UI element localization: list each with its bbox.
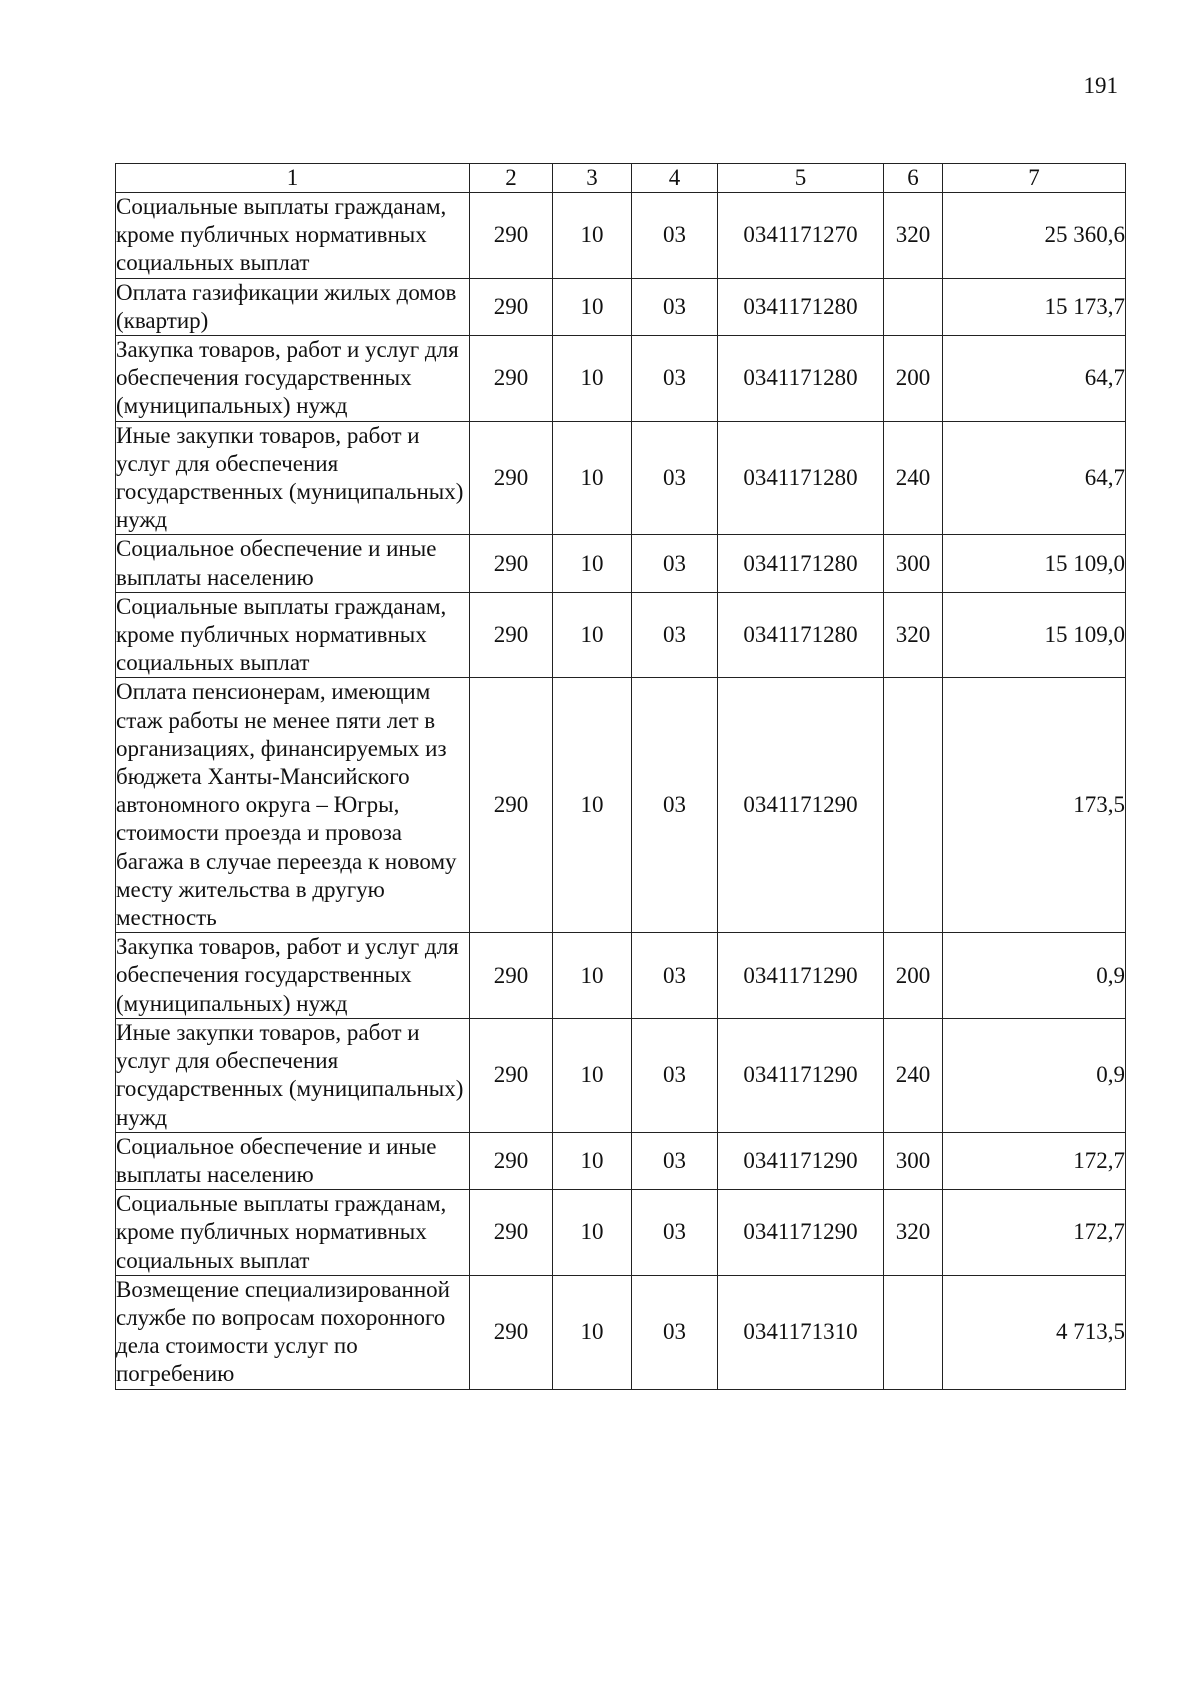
col-6-value: 320 — [884, 193, 943, 279]
page-number: 191 — [1083, 73, 1118, 98]
col-6-value — [884, 678, 943, 933]
header-col-3: 3 — [553, 164, 632, 193]
col-7-amount: 172,7 — [943, 1132, 1126, 1189]
col-3-value: 10 — [553, 933, 632, 1019]
col-5-value: 0341171310 — [718, 1275, 884, 1389]
col-5-value: 0341171290 — [718, 678, 884, 933]
col-6-value: 240 — [884, 1018, 943, 1132]
col-4-value: 03 — [632, 193, 718, 279]
budget-table — [115, 163, 1126, 1390]
row-name: Социальное обеспечение и иные выплаты населению — [116, 535, 470, 592]
col-5-value: 0341171290 — [718, 933, 884, 1019]
row-name: Иные закупки товаров, работ и услуг для обеспечения государственных (муниципальных) нужд — [116, 421, 470, 535]
col-4-value: 03 — [632, 1190, 718, 1276]
col-7-amount: 4 713,5 — [943, 1275, 1126, 1389]
col-3-value: 10 — [553, 1132, 632, 1189]
col-2-value: 290 — [470, 336, 553, 422]
col-7-amount: 15 173,7 — [943, 278, 1126, 335]
col-6-value — [884, 1275, 943, 1389]
col-7-amount: 0,9 — [943, 933, 1126, 1019]
col-4-value: 03 — [632, 678, 718, 933]
table-row — [116, 1132, 1126, 1189]
col-2-value: 290 — [470, 1132, 553, 1189]
col-6-value: 200 — [884, 933, 943, 1019]
col-4-value: 03 — [632, 592, 718, 678]
table-row — [116, 933, 1126, 1019]
col-5-value: 0341171290 — [718, 1132, 884, 1189]
table-row — [116, 193, 1126, 279]
col-2-value: 290 — [470, 933, 553, 1019]
row-name: Иные закупки товаров, работ и услуг для обеспечения государственных (муниципальных) нужд — [116, 1018, 470, 1132]
col-7-amount: 172,7 — [943, 1190, 1126, 1276]
col-6-value: 320 — [884, 1190, 943, 1276]
col-5-value: 0341171280 — [718, 336, 884, 422]
table-row — [116, 278, 1126, 335]
col-5-value: 0341171280 — [718, 278, 884, 335]
col-4-value: 03 — [632, 933, 718, 1019]
col-2-value: 290 — [470, 678, 553, 933]
col-4-value: 03 — [632, 421, 718, 535]
col-3-value: 10 — [553, 193, 632, 279]
col-5-value: 0341171280 — [718, 535, 884, 592]
header-col-2: 2 — [470, 164, 553, 193]
col-5-value: 0341171290 — [718, 1190, 884, 1276]
col-3-value: 10 — [553, 1018, 632, 1132]
col-5-value: 0341171280 — [718, 421, 884, 535]
col-7-amount: 15 109,0 — [943, 535, 1126, 592]
row-name: Социальные выплаты гражданам, кроме публичных нормативных социальных выплат — [116, 1190, 470, 1276]
table-header — [116, 164, 1126, 193]
col-2-value: 290 — [470, 193, 553, 279]
col-2-value: 290 — [470, 1190, 553, 1276]
header-col-1: 1 — [116, 164, 470, 193]
header-col-4: 4 — [632, 164, 718, 193]
col-2-value: 290 — [470, 592, 553, 678]
row-name: Закупка товаров, работ и услуг для обеспечения государственных (муниципальных) нужд — [116, 933, 470, 1019]
col-4-value: 03 — [632, 1275, 718, 1389]
col-4-value: 03 — [632, 336, 718, 422]
col-3-value: 10 — [553, 1275, 632, 1389]
col-3-value: 10 — [553, 535, 632, 592]
col-6-value: 300 — [884, 1132, 943, 1189]
row-name: Социальные выплаты гражданам, кроме публичных нормативных социальных выплат — [116, 592, 470, 678]
col-6-value — [884, 278, 943, 335]
row-name: Социальные выплаты гражданам, кроме публичных нормативных социальных выплат — [116, 193, 470, 279]
col-5-value: 0341171290 — [718, 1018, 884, 1132]
col-4-value: 03 — [632, 278, 718, 335]
col-7-amount: 64,7 — [943, 336, 1126, 422]
row-name: Социальное обеспечение и иные выплаты населению — [116, 1132, 470, 1189]
col-7-amount: 0,9 — [943, 1018, 1126, 1132]
col-2-value: 290 — [470, 278, 553, 335]
col-3-value: 10 — [553, 1190, 632, 1276]
col-3-value: 10 — [553, 278, 632, 335]
col-3-value: 10 — [553, 678, 632, 933]
col-2-value: 290 — [470, 1018, 553, 1132]
row-name: Возмещение специализированной службе по вопросам похоронного дела стоимости услуг по погребению — [116, 1275, 470, 1389]
col-6-value: 320 — [884, 592, 943, 678]
col-2-value: 290 — [470, 1275, 553, 1389]
header-col-7: 7 — [943, 164, 1126, 193]
table-row — [116, 1190, 1126, 1276]
header-col-5: 5 — [718, 164, 884, 193]
table-body — [116, 193, 1126, 1390]
col-7-amount: 173,5 — [943, 678, 1126, 933]
col-4-value: 03 — [632, 1018, 718, 1132]
table-row — [116, 592, 1126, 678]
col-4-value: 03 — [632, 1132, 718, 1189]
col-5-value: 0341171280 — [718, 592, 884, 678]
col-7-amount: 25 360,6 — [943, 193, 1126, 279]
col-6-value: 300 — [884, 535, 943, 592]
row-name: Оплата пенсионерам, имеющим стаж работы не менее пяти лет в организациях, финансируемых из бюджета Ханты-Мансийского автономного округа – Югры, стоимости проезда и провоза багажа в случае переезда к новому месту жительства в другую местность — [116, 678, 470, 933]
table-row — [116, 1018, 1126, 1132]
col-5-value: 0341171270 — [718, 193, 884, 279]
table-row — [116, 678, 1126, 933]
row-name: Закупка товаров, работ и услуг для обеспечения государственных (муниципальных) нужд — [116, 336, 470, 422]
col-3-value: 10 — [553, 336, 632, 422]
header-row — [116, 164, 1126, 193]
table-row — [116, 421, 1126, 535]
col-7-amount: 15 109,0 — [943, 592, 1126, 678]
col-7-amount: 64,7 — [943, 421, 1126, 535]
col-6-value: 240 — [884, 421, 943, 535]
header-col-6: 6 — [884, 164, 943, 193]
table-row — [116, 336, 1126, 422]
row-name: Оплата газификации жилых домов (квартир) — [116, 278, 470, 335]
col-2-value: 290 — [470, 535, 553, 592]
table-row — [116, 535, 1126, 592]
col-3-value: 10 — [553, 421, 632, 535]
table-row — [116, 1275, 1126, 1389]
col-3-value: 10 — [553, 592, 632, 678]
col-2-value: 290 — [470, 421, 553, 535]
col-4-value: 03 — [632, 535, 718, 592]
col-6-value: 200 — [884, 336, 943, 422]
